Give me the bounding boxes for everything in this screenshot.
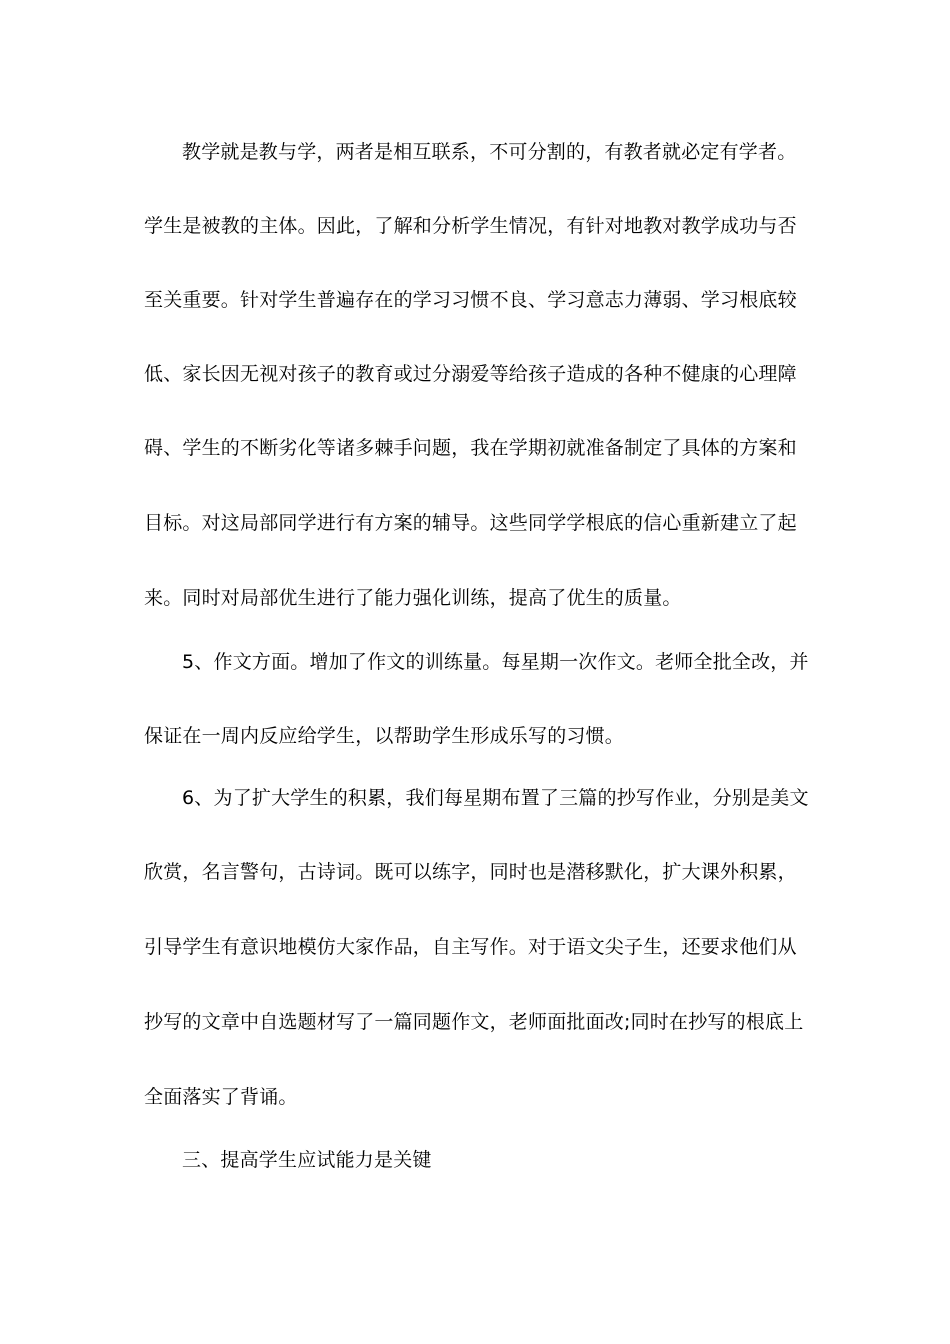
item-6-line-1: 6、为了扩大学生的积累，我们每星期布置了三篇的抄写作业，分别是美文: [182, 787, 809, 809]
item-6-line-3: 引导学生有意识地模仿大家作品，自主写作。对于语文尖子生，还要求他们从: [144, 936, 797, 958]
item-5-line-2: 保证在一周内反应给学生，以帮助学生形成乐写的习惯。: [144, 725, 625, 747]
item-6-line-5: 全面落实了背诵。: [144, 1086, 298, 1108]
paragraph-line-1: 教学就是教与学，两者是相互联系，不可分割的，有教者就必定有学者。: [182, 141, 797, 163]
item-5-line-1: 5、作文方面。增加了作文的训练量。每星期一次作文。老师全批全改，并: [182, 651, 809, 673]
section-heading: 三、提高学生应试能力是关键: [182, 1149, 432, 1171]
item-6-line-2: 欣赏，名言警句，古诗词。既可以练字，同时也是潜移默化，扩大课外积累，: [144, 861, 797, 883]
paragraph-line-2: 学生是被教的主体。因此，了解和分析学生情况，有针对地教对教学成功与否: [144, 215, 797, 237]
item-6-line-4: 抄写的文章中自选题材写了一篇同题作文，老师面批面改;同时在抄写的根底上: [144, 1011, 804, 1033]
paragraph-line-3: 至关重要。针对学生普遍存在的学习习惯不良、学习意志力薄弱、学习根底较: [144, 289, 797, 311]
paragraph-line-4: 低、家长因无视对孩子的教育或过分溺爱等给孩子造成的各种不健康的心理障: [144, 363, 797, 385]
paragraph-line-5: 碍、学生的不断劣化等诸多棘手问题，我在学期初就准备制定了具体的方案和: [144, 437, 797, 459]
paragraph-line-6: 目标。对这局部同学进行有方案的辅导。这些同学学根底的信心重新建立了起: [144, 512, 797, 534]
paragraph-line-7: 来。同时对局部优生进行了能力强化训练，提高了优生的质量。: [144, 587, 682, 609]
